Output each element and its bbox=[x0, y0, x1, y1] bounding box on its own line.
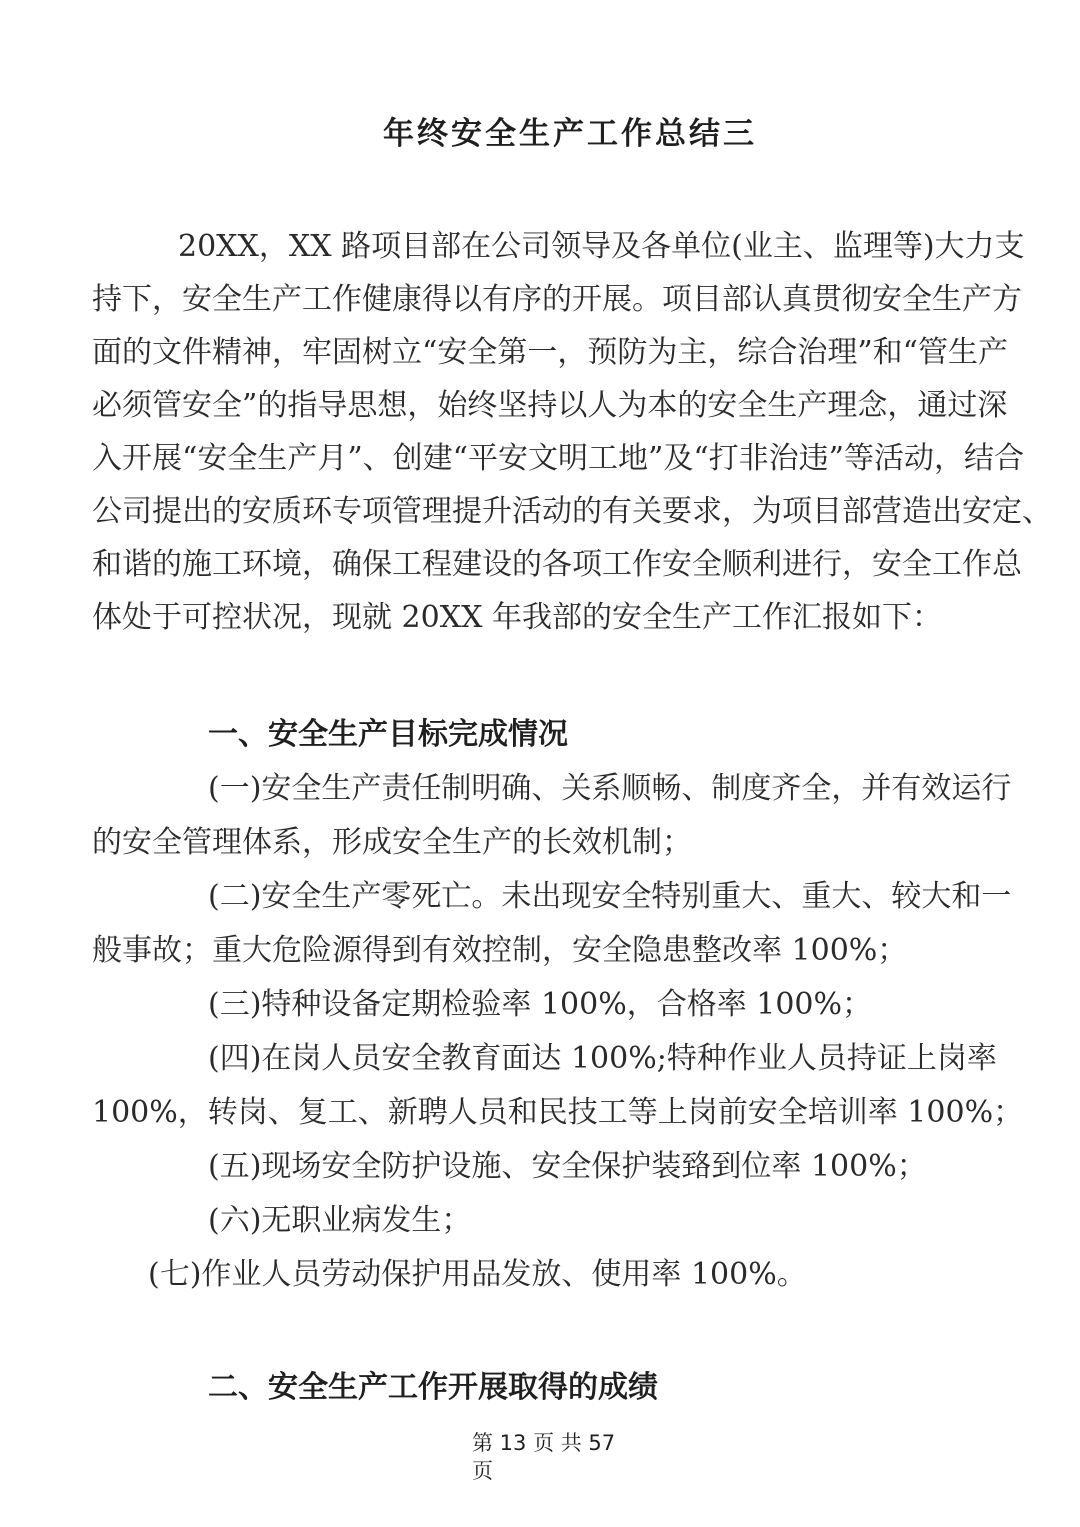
intro-line: 必须管安全”的指导思想，始终坚持以人为本的安全生产理念，通过深 bbox=[92, 388, 1008, 423]
list-item-line: (五)现场安全防护设施、安全保护装臵到位率 100%； bbox=[208, 1149, 927, 1184]
list-item-line: (三)特种设备定期检验率 100%，合格率 100%； bbox=[208, 987, 873, 1022]
list-item-line: (六)无职业病发生； bbox=[208, 1203, 472, 1238]
list-item-line: (二)安全生产零死亡。未出现安全特别重大、重大、较大和一 bbox=[208, 879, 1012, 914]
section-heading: 二、安全生产工作开展取得的成绩 bbox=[208, 1370, 658, 1405]
list-item-line: (四)在岗人员安全教育面达 100%;特种作业人员持证上岗率 bbox=[208, 1041, 997, 1076]
intro-line: 体处于可控状况，现就 20XX 年我部的安全生产工作汇报如下： bbox=[92, 600, 942, 635]
page-number-suffix: 页 bbox=[472, 1459, 493, 1483]
section-heading: 一、安全生产目标完成情况 bbox=[208, 717, 568, 752]
list-item-line: (一)安全生产责任制明确、关系顺畅、制度齐全，并有效运行 bbox=[208, 771, 1012, 806]
page-number: 第 13 页 共 57 bbox=[472, 1431, 616, 1455]
intro-line: 和谐的施工环境，确保工程建设的各项工作安全顺利进行，安全工作总 bbox=[92, 547, 1022, 582]
list-item-line: (七)作业人员劳动保护用品发放、使用率 100%。 bbox=[148, 1257, 807, 1292]
intro-line: 20XX，XX 路项目部在公司领导及各单位(业主、监理等)大力支 bbox=[178, 229, 1025, 264]
list-item-line: 般事故；重大危险源得到有效控制，安全隐患整改率 100%； bbox=[92, 933, 908, 968]
intro-line: 面的文件精神，牢固树立“安全第一，预防为主，综合治理”和“管生产 bbox=[92, 335, 1009, 370]
intro-line: 公司提出的安质环专项管理提升活动的有关要求，为项目部营造出安定、 bbox=[92, 494, 1052, 529]
intro-line: 入开展“安全生产月”、创建“平安文明工地”及“打非治违”等活动，结合 bbox=[92, 441, 1025, 476]
intro-line: 持下，安全生产工作健康得以有序的开展。项目部认真贯彻安全生产方 bbox=[92, 282, 1022, 317]
list-item-line: 100%，转岗、复工、新聘人员和民技工等上岗前安全培训率 100%； bbox=[92, 1095, 1024, 1130]
document-title: 年终安全生产工作总结三 bbox=[383, 116, 757, 152]
list-item-line: 的安全管理体系，形成安全生产的长效机制； bbox=[92, 825, 692, 860]
